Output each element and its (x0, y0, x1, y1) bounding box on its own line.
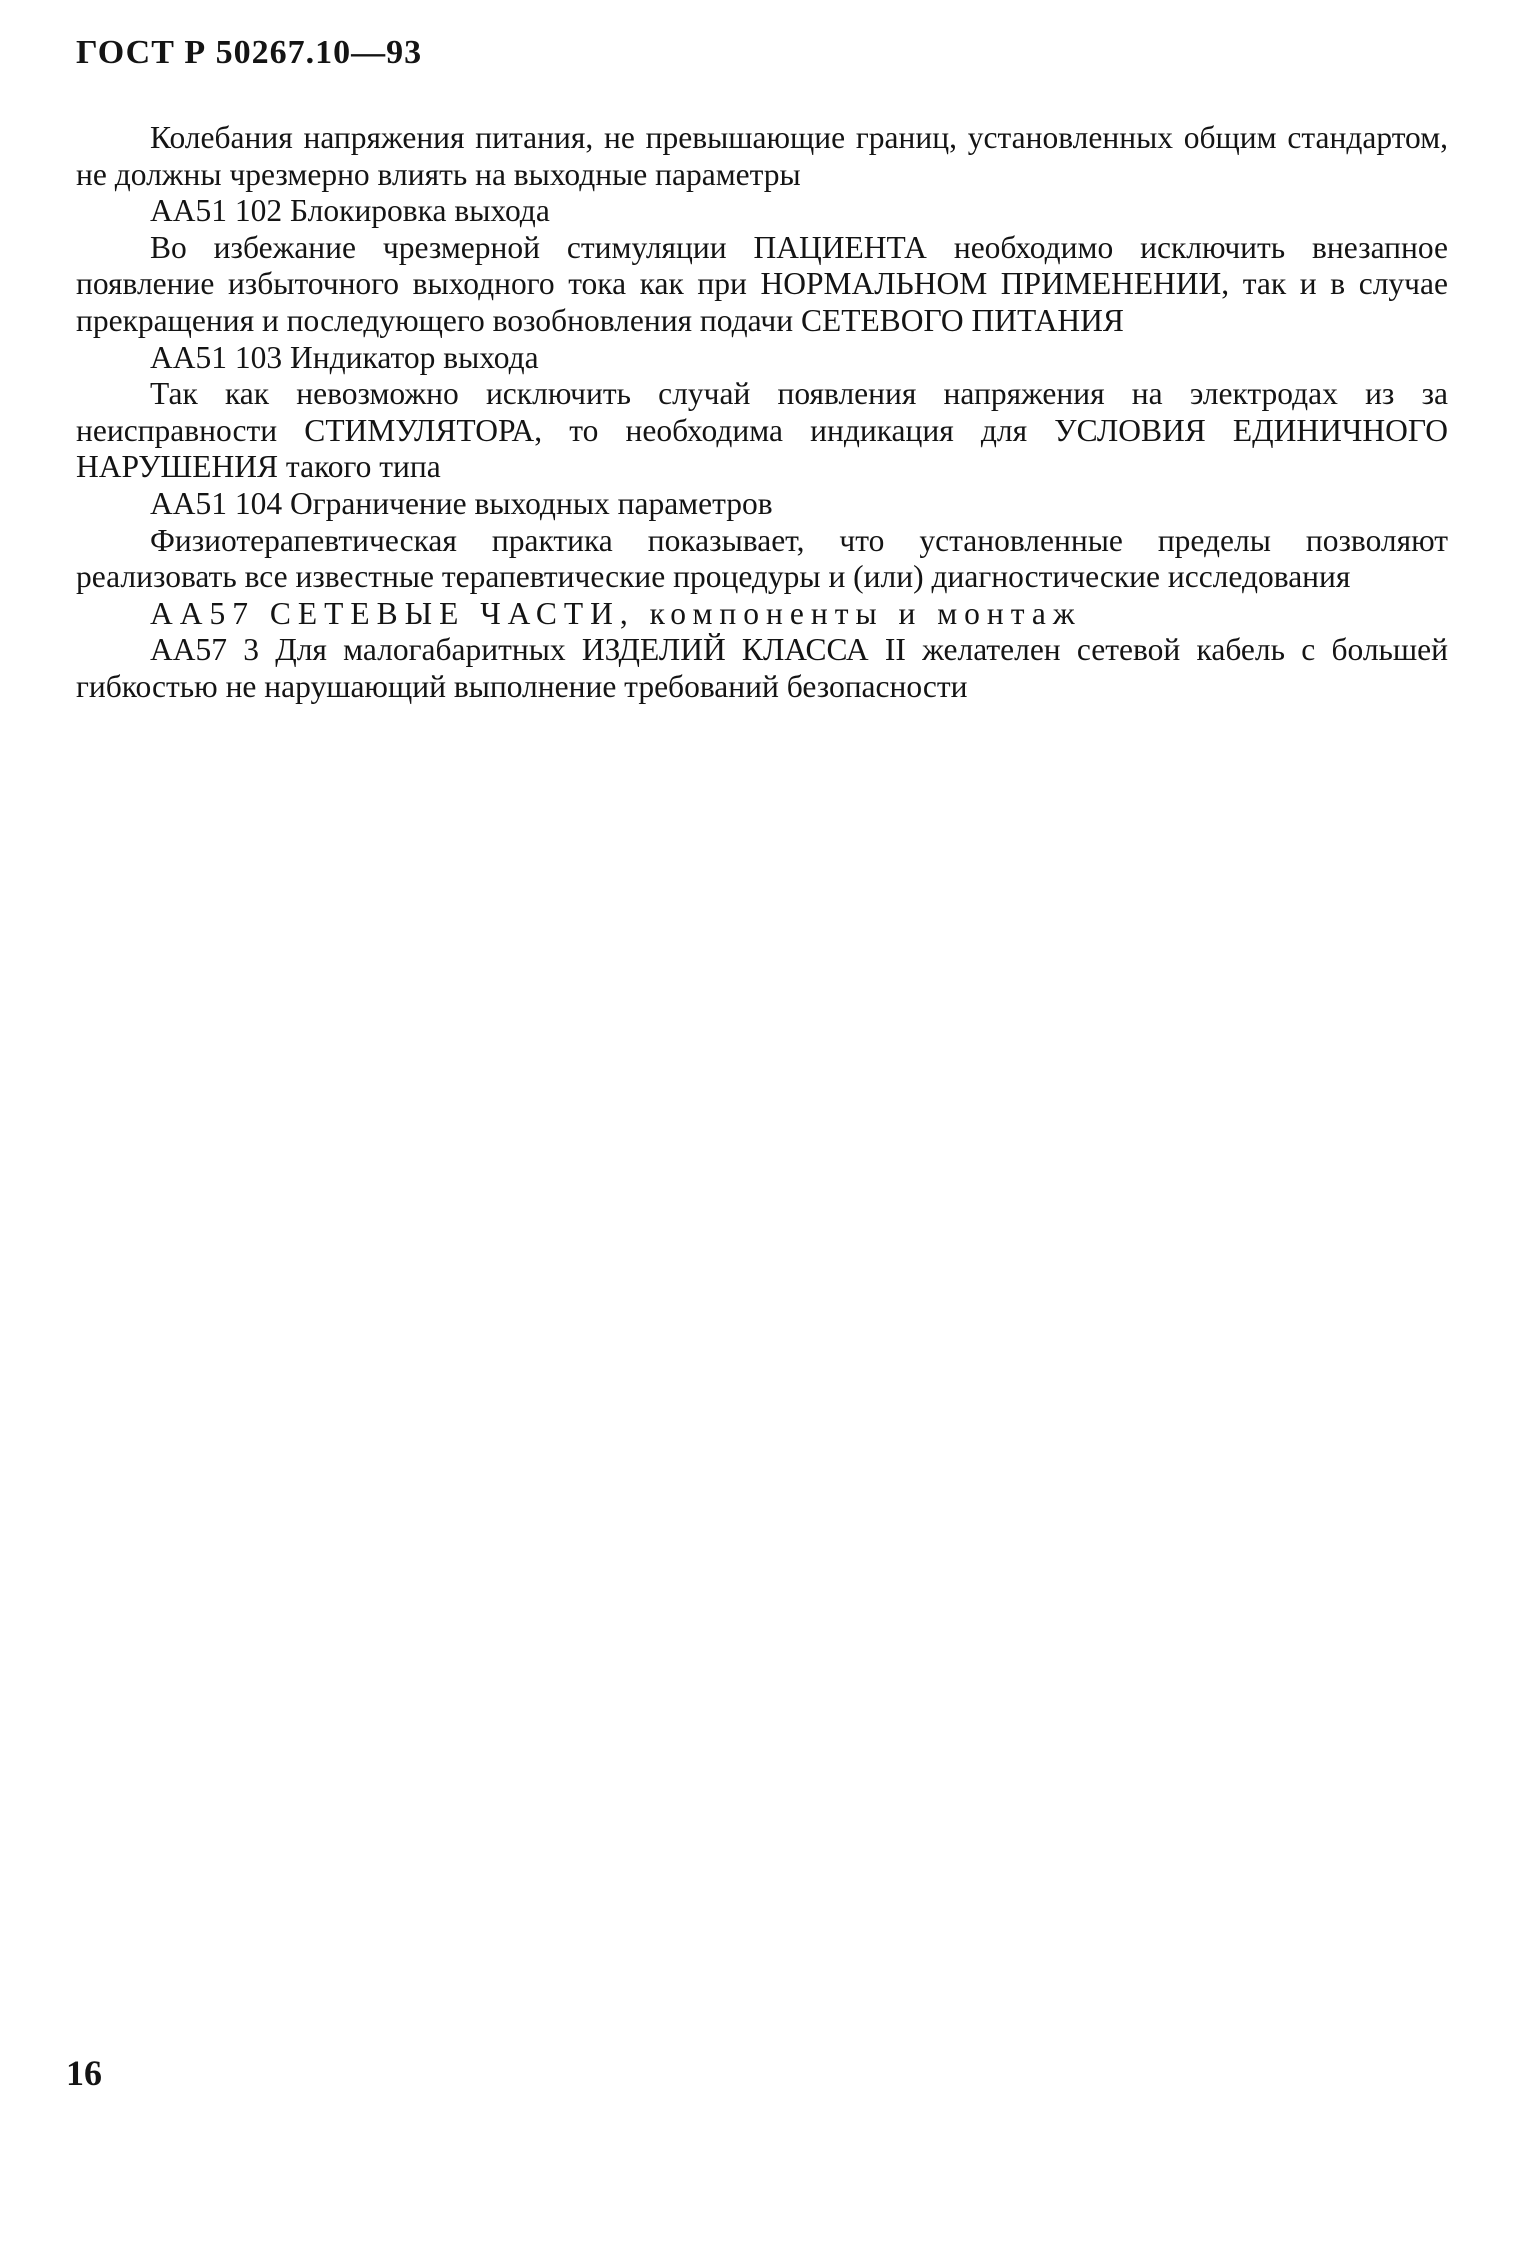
document-body (76, 120, 1448, 706)
paragraph-aa57-3: АА57 3 Для малогабаритных ИЗДЕЛИЙ КЛАССА II желателен сетевой кабель с большей гибкостью не нарушающий выполнение требований безопасности (76, 632, 1448, 704)
paragraph-voltage-fluctuations: Колебания напряжения питания, не превышающие границ, установленных общим стандартом, не должны чрезмерно влиять на выходные параметры (76, 120, 1448, 192)
section-heading-aa51-103: АА51 103 Индикатор выхода (150, 339, 539, 375)
paragraph-output-indicator: Так как невозможно исключить случай появления напряжения на электродах из за неисправности СТИМУЛЯТОРА, то необходима индикация для УСЛОВИЯ ЕДИНИЧНОГО НАРУШЕНИЯ такого типа (76, 376, 1448, 485)
paragraph-output-blocking: Во избежание чрезмерной стимуляции ПАЦИЕНТА необходимо исключить внезапное появление избыточного выходного тока как при НОРМАЛЬНОМ ПРИМЕНЕНИИ, так и в случае прекращения и последующего возобновления подачи СЕТЕВОГО ПИТАНИЯ (76, 229, 1448, 338)
page-number: 16 (66, 2053, 102, 2093)
section-heading-aa51-104: АА51 104 Ограничение выходных параметров (150, 485, 773, 521)
section-heading-aa57: АА57 СЕТЕВЫЕ ЧАСТИ, компоненты и монтаж (150, 595, 1082, 631)
paragraph-output-limits: Физиотерапевтическая практика показывает, что установленные пределы позволяют реализовать все известные терапевтические процедуры и (или) диагностические исследования (76, 522, 1448, 595)
section-heading-aa51-102: АА51 102 Блокировка выхода (150, 193, 550, 229)
document-header: ГОСТ Р 50267.10—93 (76, 34, 423, 71)
